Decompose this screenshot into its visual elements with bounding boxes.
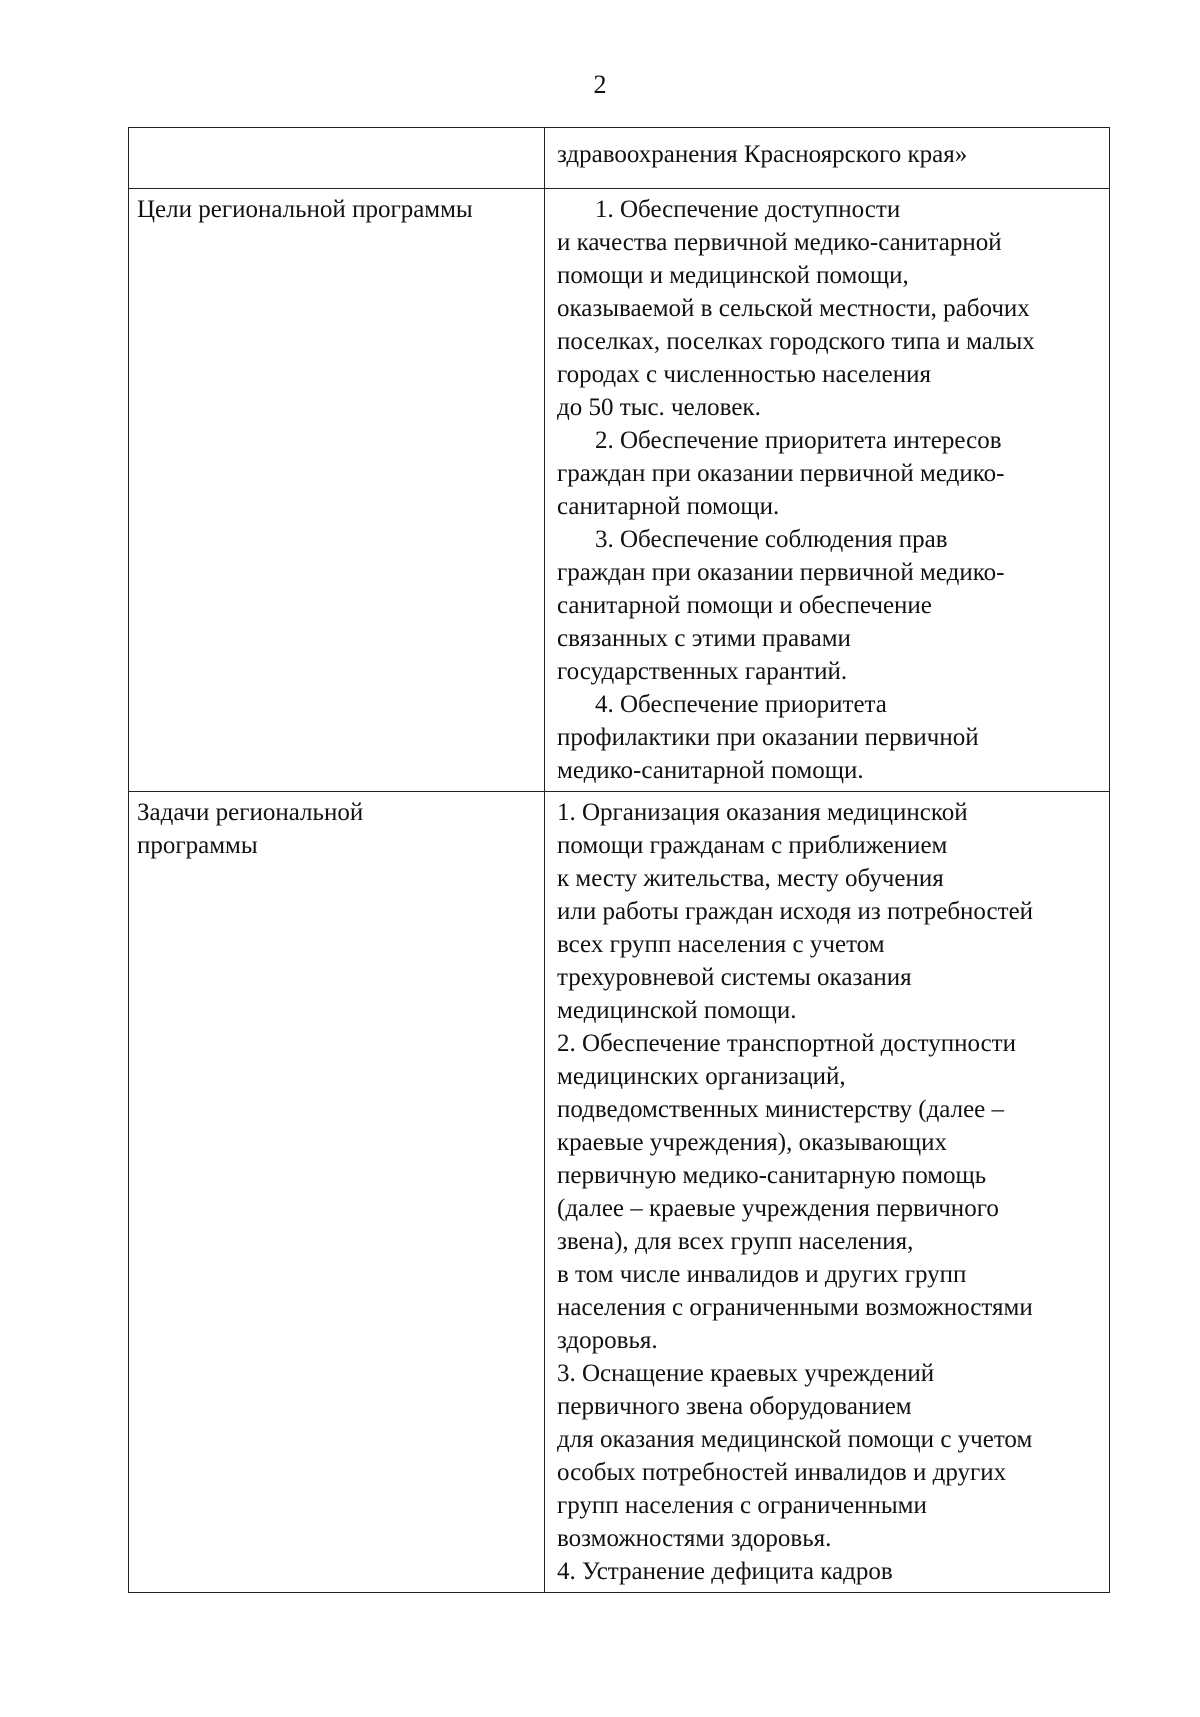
- row-content-line: профилактики при оказании первичной: [557, 724, 979, 751]
- row-content-line: 1. Организация оказания медицинской: [557, 799, 968, 826]
- row-content-line: в том числе инвалидов и других групп: [557, 1261, 967, 1288]
- row-content-cell: [545, 189, 1109, 791]
- row-content-line: возможностями здоровья.: [557, 1525, 832, 1552]
- row-content-line: здравоохранения Красноярского края»: [557, 141, 968, 168]
- row-content-line: к месту жительства, месту обучения: [557, 865, 944, 892]
- row-label-line: Задачи региональной: [137, 799, 364, 826]
- row-content-line: особых потребностей инвалидов и других: [557, 1459, 1007, 1486]
- row-content-line: 3. Обеспечение соблюдения прав: [595, 526, 948, 553]
- row-content-line: подведомственных министерству (далее –: [557, 1096, 1005, 1123]
- row-content-line: граждан при оказании первичной медико-: [557, 460, 1005, 487]
- row-content-line: 3. Оснащение краевых учреждений: [557, 1360, 935, 1387]
- table-row: [129, 188, 1109, 791]
- row-content-line: трехуровневой системы оказания: [557, 964, 912, 991]
- row-content-line: 2. Обеспечение транспортной доступности: [557, 1030, 1016, 1057]
- row-content-cell: [545, 128, 1109, 188]
- row-label-cell: [129, 128, 545, 188]
- row-label-line: Цели региональной программы: [137, 196, 473, 223]
- row-content-line: (далее – краевые учреждения первичного: [557, 1195, 999, 1222]
- row-content-line: городах с численностью населения: [557, 361, 931, 388]
- row-content-line: санитарной помощи.: [557, 493, 780, 520]
- row-content-line: санитарной помощи и обеспечение: [557, 592, 932, 619]
- row-content-line: групп населения с ограниченными: [557, 1492, 927, 1519]
- row-content-line: оказываемой в сельской местности, рабочих: [557, 295, 1030, 322]
- row-content-line: и качества первичной медико-санитарной: [557, 229, 1002, 256]
- row-label-cell: [129, 189, 545, 791]
- row-content-line: всех групп населения с учетом: [557, 931, 885, 958]
- page-number: 2: [593, 70, 607, 99]
- row-content-line: поселках, поселках городского типа и малых: [557, 328, 1035, 355]
- row-label-line: программы: [137, 832, 258, 859]
- row-content-line: помощи и медицинской помощи,: [557, 262, 909, 289]
- row-content-line: 2. Обеспечение приоритета интересов: [595, 427, 1002, 454]
- table-row: [129, 791, 1109, 1592]
- row-content-line: медицинских организаций,: [557, 1063, 846, 1090]
- row-content-line: 1. Обеспечение доступности: [595, 196, 901, 223]
- row-content-line: до 50 тыс. человек.: [557, 394, 761, 421]
- row-content-line: здоровья.: [557, 1327, 658, 1354]
- row-content-line: первичную медико-санитарную помощь: [557, 1162, 987, 1189]
- row-content-line: граждан при оказании первичной медико-: [557, 559, 1005, 586]
- row-content-line: населения с ограниченными возможностями: [557, 1294, 1033, 1321]
- table-row: [129, 128, 1109, 188]
- program-table: [128, 127, 1110, 1593]
- row-content-line: медико-санитарной помощи.: [557, 757, 864, 784]
- row-label-cell: [129, 792, 545, 1592]
- row-content-line: помощи гражданам с приближением: [557, 832, 948, 859]
- row-content-line: краевые учреждения), оказывающих: [557, 1129, 948, 1156]
- row-content-line: первичного звена оборудованием: [557, 1393, 912, 1420]
- row-content-line: государственных гарантий.: [557, 658, 848, 685]
- row-content-line: связанных с этими правами: [557, 625, 851, 652]
- row-content-line: 4. Обеспечение приоритета: [595, 691, 887, 718]
- row-content-line: медицинской помощи.: [557, 997, 797, 1024]
- row-content-line: или работы граждан исходя из потребностей: [557, 898, 1034, 925]
- row-content-line: звена), для всех групп населения,: [557, 1228, 914, 1255]
- row-content-line: для оказания медицинской помощи с учетом: [557, 1426, 1033, 1453]
- row-content-cell: [545, 792, 1109, 1592]
- row-content-line: 4. Устранение дефицита кадров: [557, 1558, 893, 1585]
